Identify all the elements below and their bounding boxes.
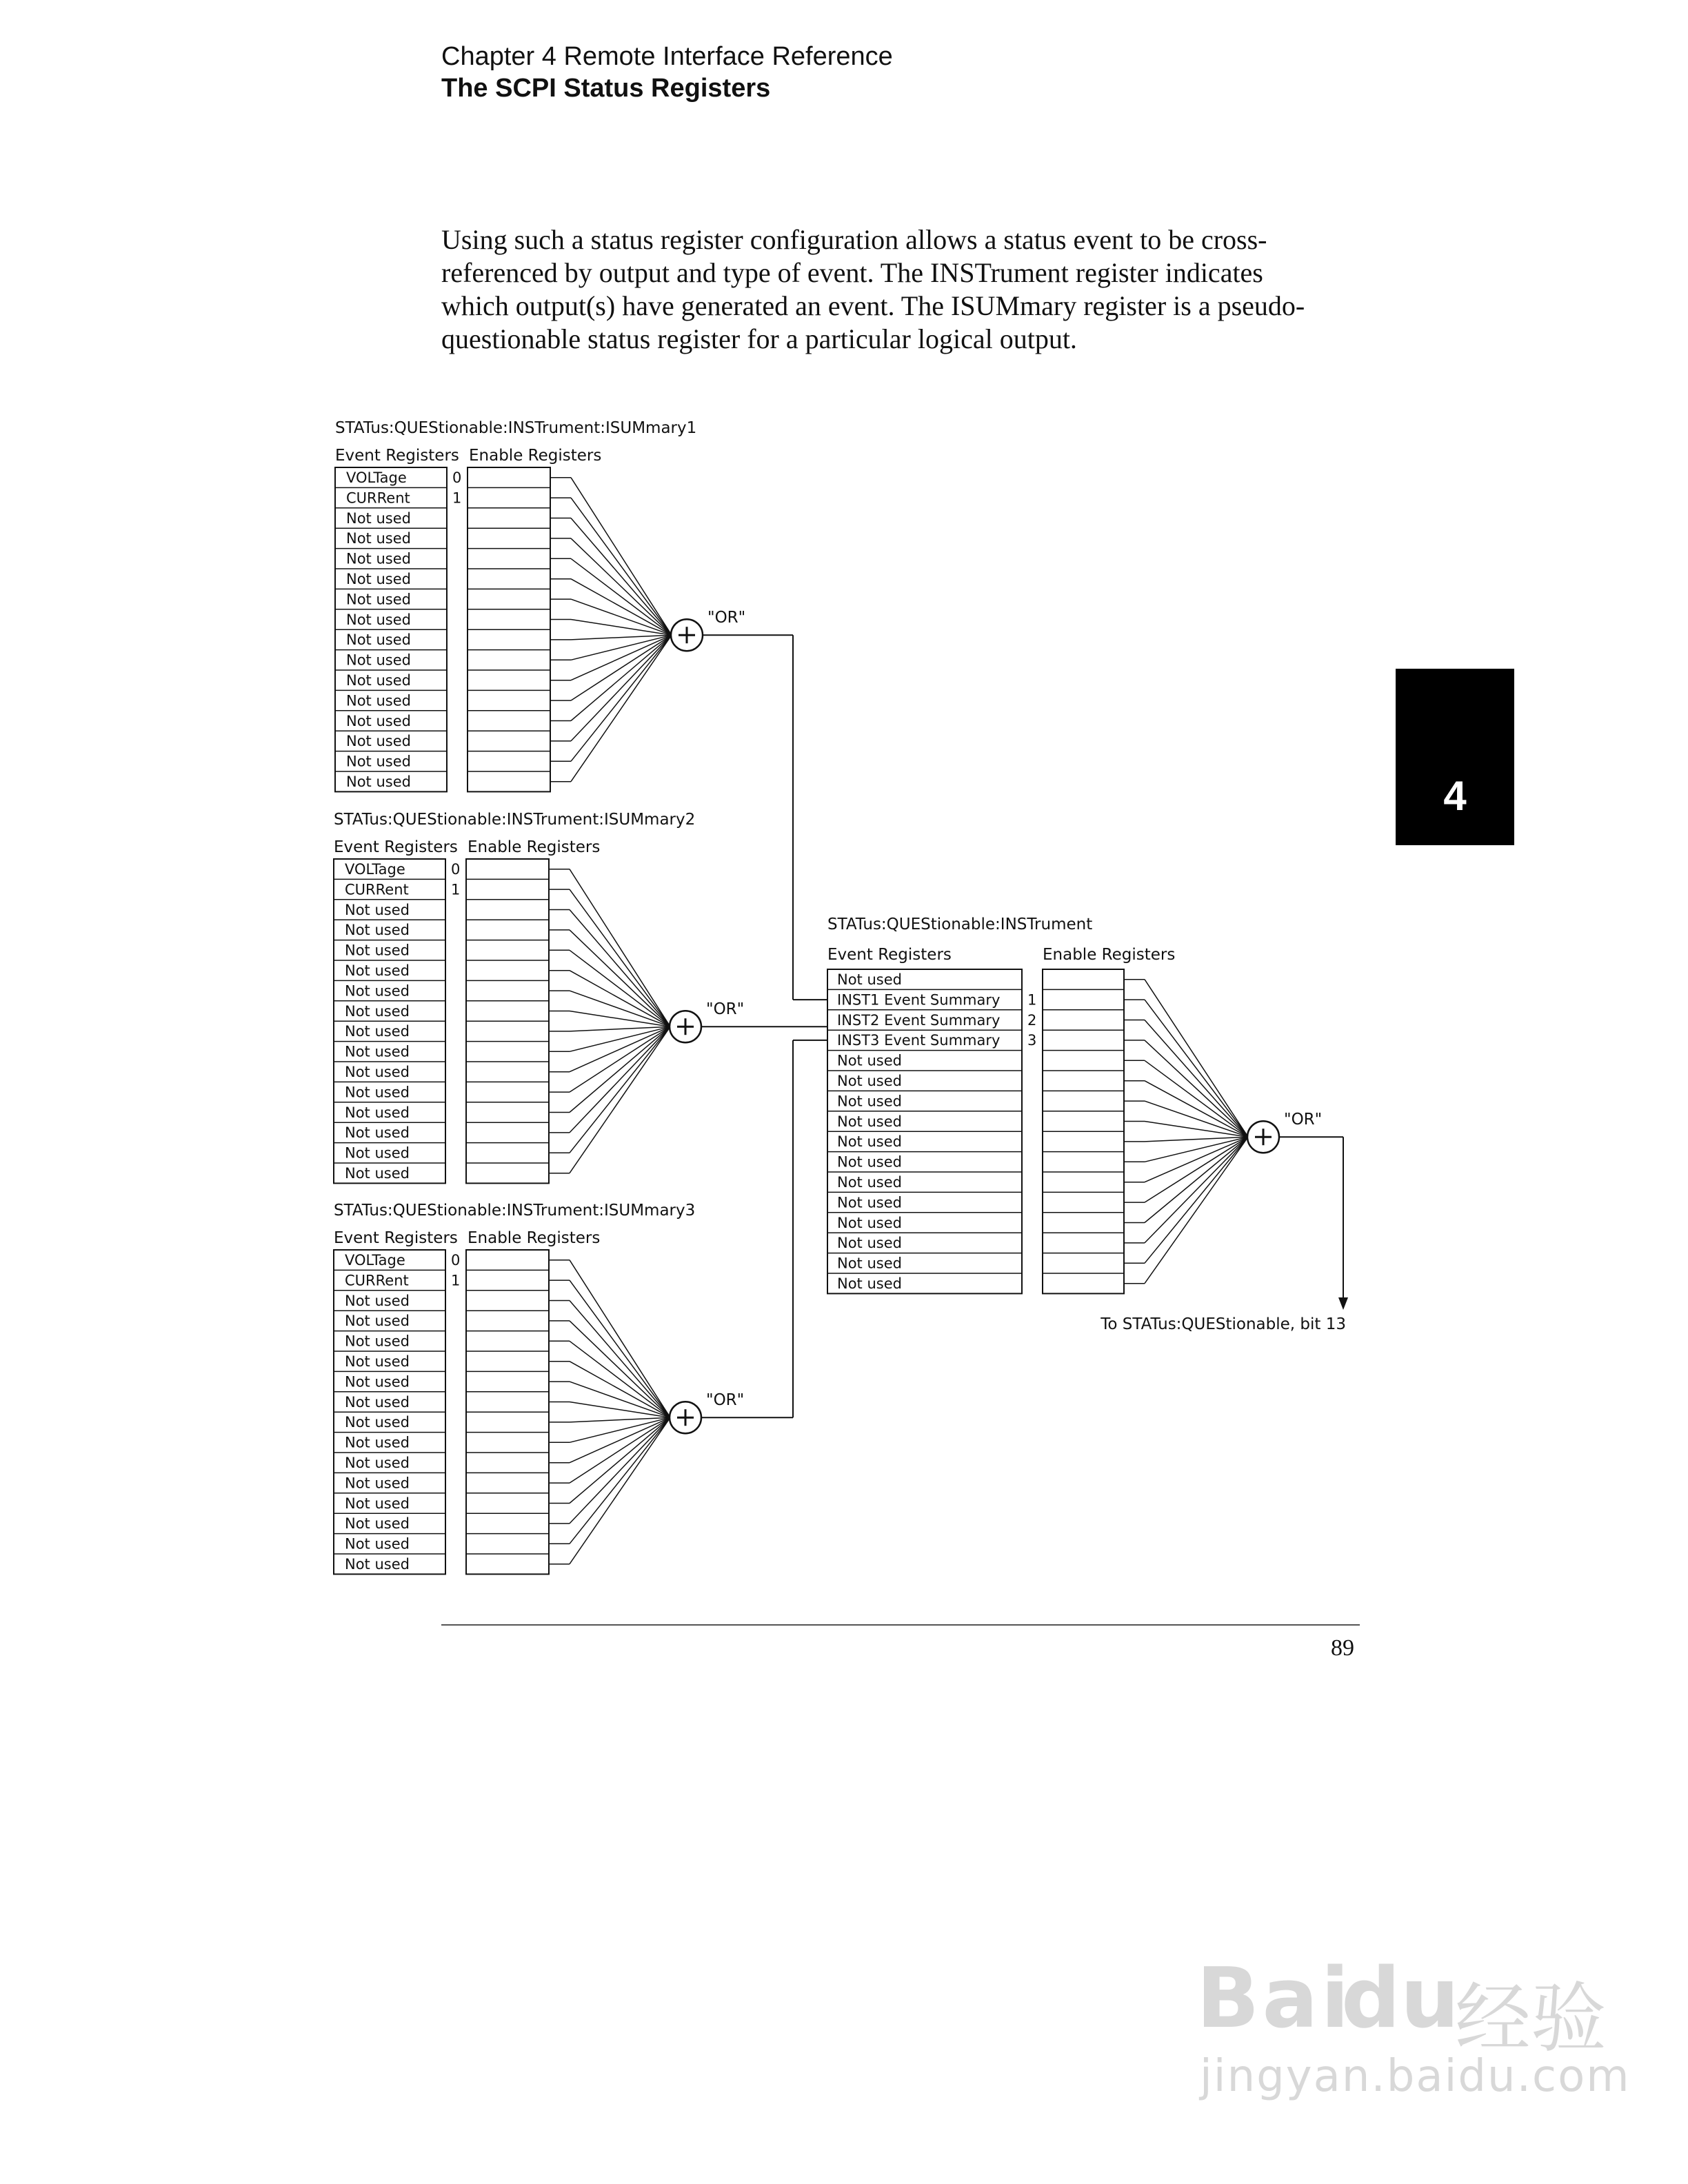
- event-register-row: CURRent: [346, 489, 410, 507]
- event-register-row: Not used: [345, 1165, 410, 1182]
- watermark-brand: Bai: [1196, 1951, 1352, 2047]
- fan-in-line: [570, 1260, 670, 1418]
- fan-in-line: [571, 635, 672, 761]
- event-register-row: Not used: [345, 1414, 410, 1431]
- body-line: questionable status register for a particular logical output.: [441, 323, 1077, 354]
- fan-in-line: [571, 478, 672, 636]
- enable-registers-header: Enable Registers: [1043, 946, 1176, 964]
- event-registers-header: Event Registers: [334, 838, 458, 856]
- fan-in-line: [570, 1402, 670, 1418]
- event-registers-header: Event Registers: [334, 1229, 458, 1247]
- event-register-row: Not used: [346, 611, 411, 628]
- event-register-row: Not used: [346, 651, 411, 669]
- event-register-row: Not used: [345, 1475, 410, 1492]
- event-register-row: CURRent: [345, 1272, 409, 1289]
- chapter-tab-number: 4: [1443, 773, 1467, 819]
- fan-in-line: [570, 1280, 670, 1417]
- fan-in-line: [571, 558, 672, 635]
- event-register-row: Not used: [345, 1104, 410, 1121]
- event-register-row: Not used: [345, 1292, 410, 1309]
- or-label: "OR": [706, 1391, 745, 1410]
- bit-number: 1: [451, 881, 461, 898]
- enable-registers-header: Enable Registers: [468, 838, 601, 856]
- bit-number: 1: [452, 489, 462, 507]
- page-number: 89: [1331, 1635, 1354, 1661]
- fan-in-line: [570, 1417, 670, 1544]
- fan-in-line: [1145, 1060, 1248, 1137]
- event-register-row: VOLTage: [346, 469, 407, 486]
- watermark-brand-du: du: [1341, 1951, 1460, 2047]
- body-line: which output(s) have generated an event. The ISUMmary register is a pseudo-: [441, 290, 1305, 321]
- event-register-row: Not used: [345, 1393, 410, 1410]
- fan-in-line: [570, 1027, 670, 1133]
- fan-in-line: [571, 498, 672, 635]
- footer-rule: [441, 1624, 1360, 1626]
- fan-in-line: [571, 538, 672, 635]
- fan-in-line: [1145, 1000, 1248, 1137]
- fan-in-line: [571, 635, 672, 700]
- event-register-row: Not used: [346, 530, 411, 547]
- inst-event-register-row: INST2 Event Summary: [837, 1011, 1001, 1029]
- isum-title: STATus:QUEStionable:INSTrument:ISUMmary3: [334, 1202, 696, 1220]
- event-register-row: Not used: [346, 753, 411, 770]
- body-line: referenced by output and type of event. The INSTrument register indicates: [441, 257, 1263, 288]
- fan-in-line: [570, 869, 670, 1027]
- bit-number: 2: [1027, 1011, 1037, 1029]
- event-register-row: Not used: [345, 1084, 410, 1101]
- fan-in-line: [570, 889, 670, 1027]
- bit-number: 3: [1027, 1032, 1037, 1049]
- event-register-row: Not used: [345, 1455, 410, 1471]
- inst-event-register-row: Not used: [837, 1194, 902, 1211]
- watermark-url: jingyan.baidu.com: [1200, 2051, 1631, 2102]
- inst-event-register-row: Not used: [837, 1235, 902, 1252]
- inst-event-register-row: Not used: [837, 1255, 902, 1272]
- event-register-row: Not used: [346, 631, 411, 649]
- bit-number: 0: [452, 469, 462, 486]
- event-register-row: Not used: [346, 672, 411, 689]
- event-register-row: Not used: [345, 1353, 410, 1370]
- fan-in-line: [570, 1027, 670, 1092]
- inst-event-register-row: Not used: [837, 1113, 902, 1130]
- fan-in-line: [570, 1341, 670, 1417]
- event-register-row: Not used: [346, 509, 411, 527]
- section-heading: The SCPI Status Registers: [441, 74, 771, 103]
- event-register-row: Not used: [345, 1002, 410, 1020]
- event-register-row: VOLTage: [345, 861, 405, 878]
- fan-in-line: [570, 1011, 670, 1027]
- output-label: To STATus:QUEStionable, bit 13: [1101, 1315, 1346, 1333]
- event-register-row: VOLTage: [345, 1252, 405, 1268]
- fan-in-line: [1145, 1137, 1248, 1243]
- event-register-row: Not used: [345, 1313, 410, 1330]
- fan-in-line: [570, 950, 670, 1027]
- event-register-row: Not used: [345, 1023, 410, 1040]
- chapter-heading: Chapter 4 Remote Interface Reference: [441, 42, 893, 71]
- fan-in-line: [570, 1417, 670, 1483]
- fan-in-line: [571, 635, 672, 741]
- fan-in-line: [571, 620, 672, 636]
- event-register-row: Not used: [345, 1434, 410, 1451]
- inst-event-register-row: Not used: [837, 971, 902, 988]
- event-register-row: Not used: [345, 1495, 410, 1512]
- fan-in-line: [570, 930, 670, 1027]
- bit-number: 0: [451, 1252, 461, 1268]
- event-register-row: Not used: [346, 774, 411, 790]
- inst-event-register-row: INST3 Event Summary: [837, 1032, 1001, 1049]
- event-register-row: Not used: [345, 1556, 410, 1573]
- event-register-row: CURRent: [345, 881, 409, 898]
- inst-event-register-row: Not used: [837, 1275, 902, 1292]
- inst-event-register-row: Not used: [837, 1073, 902, 1089]
- inst-event-register-row: Not used: [837, 1133, 902, 1151]
- enable-registers-header: Enable Registers: [469, 447, 602, 465]
- event-register-row: Not used: [345, 1124, 410, 1142]
- event-register-row: Not used: [345, 962, 410, 979]
- event-register-row: Not used: [346, 733, 411, 750]
- fan-in-line: [570, 1321, 670, 1417]
- watermark-cn: 经验: [1455, 1974, 1607, 2063]
- fan-in-line: [570, 1027, 670, 1153]
- event-register-row: Not used: [345, 1144, 410, 1162]
- inst-event-register-row: Not used: [837, 1052, 902, 1069]
- bit-number: 1: [1027, 991, 1037, 1009]
- inst-title: STATus:QUEStionable:INSTrument: [827, 916, 1093, 933]
- or-label: "OR": [707, 609, 746, 627]
- inst-event-register-row: Not used: [837, 1093, 902, 1110]
- event-register-row: Not used: [345, 922, 410, 939]
- event-register-row: Not used: [345, 982, 410, 1000]
- event-register-row: Not used: [345, 942, 410, 959]
- event-register-row: Not used: [345, 1043, 410, 1060]
- body-line: Using such a status register configuration allows a status event to be cross-: [441, 224, 1267, 255]
- event-register-row: Not used: [346, 571, 411, 587]
- event-register-row: Not used: [346, 712, 411, 729]
- isum-title: STATus:QUEStionable:INSTrument:ISUMmary1: [335, 419, 697, 437]
- output-arrowhead: [1338, 1297, 1348, 1310]
- event-register-row: Not used: [345, 1064, 410, 1080]
- bit-number: 0: [451, 861, 461, 878]
- event-register-row: Not used: [345, 901, 410, 918]
- fan-in-line: [1145, 1137, 1248, 1263]
- fan-in-line: [1145, 1122, 1248, 1138]
- or-label: "OR": [706, 1000, 745, 1019]
- fan-in-line: [1145, 1137, 1248, 1202]
- enable-registers-header: Enable Registers: [468, 1229, 601, 1247]
- event-register-row: Not used: [345, 1535, 410, 1553]
- event-register-row: Not used: [345, 1373, 410, 1391]
- fan-in-line: [570, 1417, 670, 1524]
- event-register-row: Not used: [345, 1333, 410, 1350]
- event-register-row: Not used: [346, 550, 411, 567]
- event-register-row: Not used: [346, 692, 411, 709]
- inst-event-register-row: Not used: [837, 1153, 902, 1171]
- event-registers-header: Event Registers: [335, 447, 459, 465]
- fan-in-line: [1145, 1040, 1248, 1137]
- event-register-row: Not used: [345, 1515, 410, 1533]
- isum-title: STATus:QUEStionable:INSTrument:ISUMmary2: [334, 811, 696, 829]
- event-register-row: Not used: [346, 591, 411, 608]
- event-registers-header: Event Registers: [827, 946, 952, 964]
- or-label: "OR": [1284, 1111, 1323, 1129]
- inst-event-register-row: Not used: [837, 1214, 902, 1231]
- bit-number: 1: [451, 1272, 461, 1289]
- fan-in-line: [1145, 980, 1248, 1138]
- inst-event-register-row: Not used: [837, 1174, 902, 1191]
- inst-event-register-row: INST1 Event Summary: [837, 991, 1001, 1009]
